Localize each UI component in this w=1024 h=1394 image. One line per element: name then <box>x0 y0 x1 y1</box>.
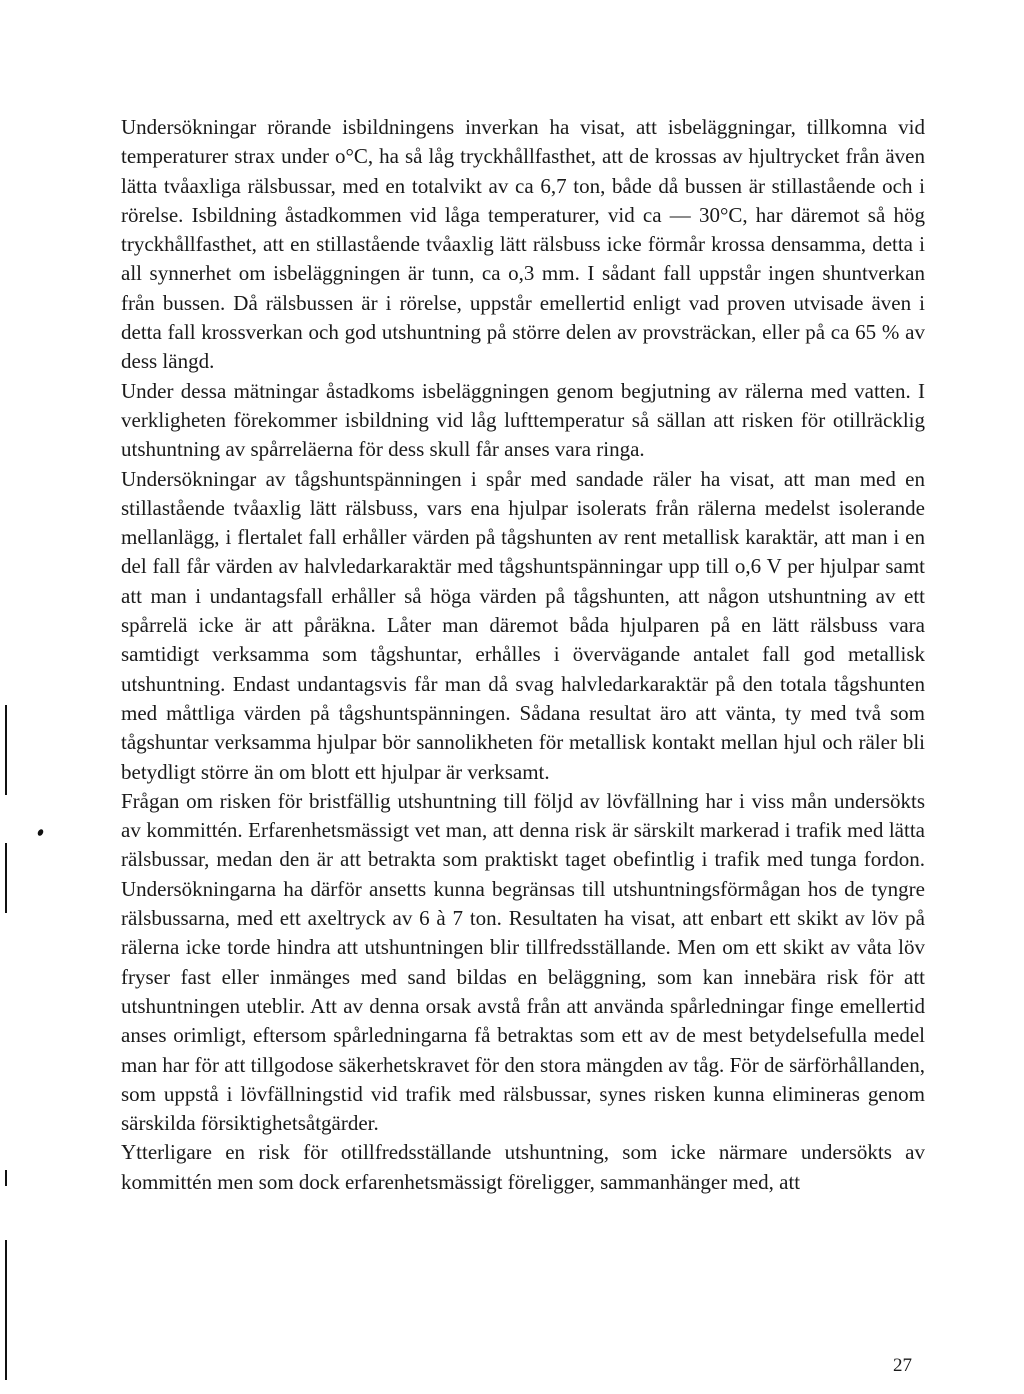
scan-speck <box>37 828 45 837</box>
body-text <box>121 113 925 1197</box>
scan-margin-mark <box>5 1170 7 1186</box>
paragraph-ice-measurement: Under dessa mätningar åstadkoms isbeläggningen genom begjutning av rälerna med vatten. I verkligheten förekommer isbildning vid låg lufttemperatur så sällan att risken för otillräcklig utshuntning av spårreläerna för dess skull får anses vara ringa. <box>121 378 925 462</box>
page-number: 27 <box>893 1355 912 1376</box>
paragraph-leaf-fall: Frågan om risken för bristfällig utshuntning till följd av lövfällning har i viss mån undersökts av kommittén. Erfarenhetsmässigt vet man, att denna risk är särskilt markerad i trafik med lätta rälsbussar, medan den är att betrakta som praktiskt taget obefintlig i trafik med tunga fordon. Undersökningarna ha därför ansetts kunna begränsas till utshuntningsförmågan hos de tyngre rälsbussarna, med ett axeltryck av 6 à 7 ton. Resultaten ha visat, att enbart ett skikt av löv på rälerna icke torde hindra att utshuntningen blir tillfredsställande. Men om ett skikt av våta löv fryser fast eller inmänges med sand bildas en beläggning, som kan innebära risk för att utshuntningen uteblir. Att av denna orsak avstå från att använda spårledningar finge emellertid anses orimligt, eftersom spårledningarna få betraktas som ett av de mest betydelsefulla medel man har för att tillgodose säkerhetskravet för den stora mängden av tåg. För de särförhållanden, som uppstå i lövfällningstid vid trafik med rälsbussar, synes risken kunna elimineras genom särskilda försiktighetsåtgärder. <box>121 788 925 1136</box>
scan-margin-mark <box>5 705 7 795</box>
scan-margin-mark <box>5 843 7 913</box>
paragraph-train-shunt-voltage: Undersökningar av tågshuntspänningen i spår med sandade räler ha visat, att man med en stillastående tvåaxlig lätt rälsbuss, vars ena hjulpar isolerats från rälerna medelst isolerande mellanlägg, i flertalet fall erhåller värden på tågshunten av rent metallisk karaktär, att man i en del fall får värden av halvledarkaraktär med tågshuntspänningar upp till o,6 V per hjulpar samt att man i undantagsfall erhåller så höga värden på tågshunten, att någon utshuntning av ett spårrelä icke är att påräkna. Låter man däremot båda hjulparen på en lätt rälsbuss vara samtidigt verksamma som tågshuntar, erhålles i övervägande antalet fall god metallisk utshuntning. Endast undantagsvis får man då svag halvledarkaraktär på den totala tågshunten med måttliga värden på tågshuntspänningen. Sådana resultat äro att vänta, ty med två som tågshuntar verksamma hjulpar bör sannolikheten för metallisk kontakt mellan hjul och räler bli betydligt större än om blott ett hjulpar är verksamt. <box>121 466 925 784</box>
paragraph-further-risk: Ytterligare en risk för otillfredsställande utshuntning, som icke närmare undersökts av kommittén men som dock erfarenhetsmässigt föreligger, sammanhänger med, att <box>121 1140 925 1194</box>
scan-margin-mark <box>5 1240 7 1380</box>
paragraph-ice-investigation: Undersökningar rörande isbildningens inverkan ha visat, att isbeläggningar, tillkomna vid temperaturer strax under o°C, ha så låg tryckhållfasthet, att de krossas av hjultrycket från även lätta tvåaxliga rälsbussar, med en totalvikt av ca 6,7 ton, både då bussen är stillastående och i rörelse. Isbildning åstadkommen vid låga temperaturer, vid ca — 30°C, har däremot så hög tryckhållfasthet, att en stillastående tvåaxlig lätt rälsbuss icke förmår krossa densamma, detta i all synnerhet om isbeläggningen är tunn, ca o,3 mm. I sådant fall uppstår ingen shuntverkan från bussen. Då rälsbussen är i rörelse, uppstår emellertid enligt vad proven utvisade även i detta fall krossverkan och god utshuntning på större delen av provsträckan, eller på ca 65 % av dess längd. <box>121 115 925 374</box>
